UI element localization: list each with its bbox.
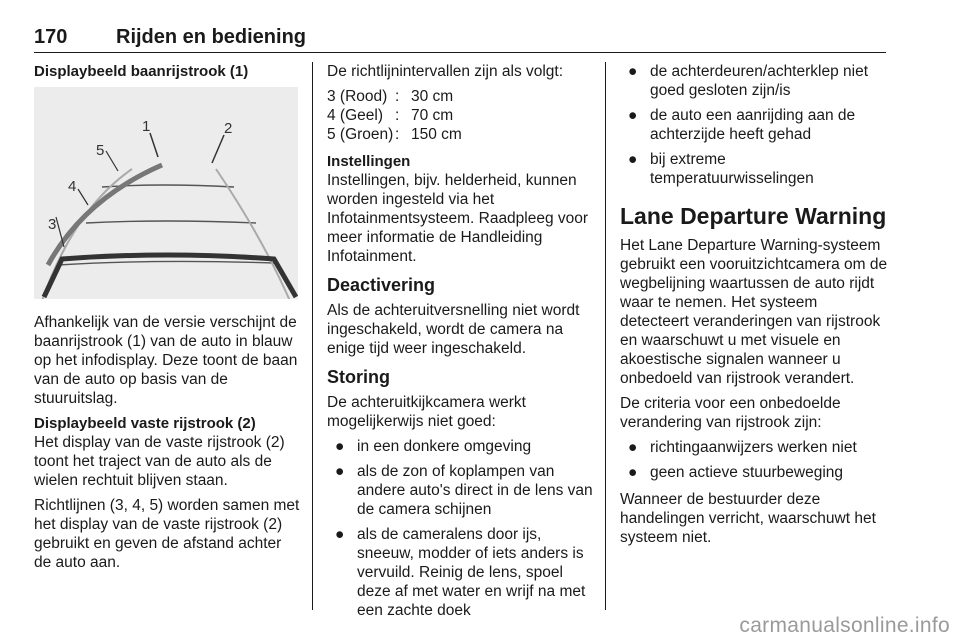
subheading: Instellingen	[327, 153, 411, 170]
bullet-icon: ●	[335, 438, 345, 455]
paragraph: De richtlijnintervallen zijn als volgt:	[327, 63, 564, 80]
guideline-diagram	[34, 87, 298, 299]
paragraph: Het Lane Departure Warning-systeem gebruikt een vooruitzichtcamera om de wegbelijning waartussen de auto rijdt waar te nemen. Het systeem detecteert veranderingen van rijstrook en waarschuwt u met visuele en akoestische signalen wanneer u onbedoeld van rijstrook verandert.	[620, 237, 888, 387]
list-item: ● in een donkere omgeving	[335, 438, 532, 455]
column-divider	[312, 62, 313, 610]
list-item: ● geen actieve stuurbeweging	[628, 464, 844, 481]
paragraph: Wanneer de bestuurder deze handelingen verricht, waarschuwt het systeem niet.	[620, 491, 876, 546]
paragraph: Richtlijnen (3, 4, 5) worden samen met het display van de vaste rijstrook (2) gebruikt en geven de afstand achter de auto aan.	[34, 497, 300, 571]
list-item: ● als de zon of koplampen van andere auto's direct in de lens van de camera schijnen	[335, 463, 593, 518]
interval-label: 5 (Groen)	[327, 126, 394, 143]
interval-sep: :	[395, 88, 400, 105]
paragraph: Als de achteruitversnelling niet wordt ingeschakeld, wordt de camera na enige tijd weer ingeschakeld.	[327, 302, 580, 357]
column-left	[34, 62, 300, 578]
bullet-icon: ●	[335, 526, 345, 543]
paragraph: De achteruitkijkcamera werkt mogelijkerwijs niet goed:	[327, 394, 526, 430]
page-number: 170	[34, 26, 68, 48]
chapter-title: Rijden en bediening	[116, 26, 307, 48]
interval-value: 70 cm	[411, 107, 454, 124]
page-header	[34, 26, 886, 53]
bullet-list	[620, 62, 888, 188]
bullet-list	[620, 438, 888, 482]
interval-sep: :	[395, 126, 400, 143]
column-divider	[605, 62, 606, 610]
section-heading: Storing	[327, 367, 390, 387]
interval-value: 30 cm	[411, 88, 454, 105]
interval-table	[327, 87, 593, 144]
figure-label-5: 5	[96, 142, 105, 159]
interval-label: 4 (Geel)	[327, 107, 383, 124]
interval-label: 3 (Rood)	[327, 88, 388, 105]
figure-label-1: 1	[142, 118, 151, 135]
list-item: ● bij extreme temperatuurwisselingen	[628, 151, 814, 187]
paragraph: Het display van de vaste rijstrook (2) toont het traject van de auto als de wielen rechtuit blijven staan.	[34, 434, 285, 489]
figure-label-2: 2	[224, 120, 233, 137]
bullet-list	[327, 437, 593, 620]
interval-value: 150 cm	[411, 126, 462, 143]
section-heading-large: Lane Departure Warning	[620, 203, 887, 229]
bullet-icon: ●	[628, 107, 638, 124]
bullet-icon: ●	[628, 151, 638, 168]
camera-guideline-figure	[34, 87, 298, 299]
figure-label-3: 3	[48, 216, 57, 233]
column-right	[620, 62, 888, 553]
list-item: ● de achterdeuren/achterklep niet goed gesloten zijn/is	[628, 63, 869, 99]
bullet-icon: ●	[628, 63, 638, 80]
bullet-icon: ●	[335, 463, 345, 480]
column-middle	[327, 62, 593, 628]
list-item: ● als de cameralens door ijs, sneeuw, modder of iets anders is vervuild. Reinig de lens, spoel deze af met water en wrijf na met een zachte doek	[335, 526, 586, 619]
interval-sep: :	[395, 107, 400, 124]
bullet-icon: ●	[628, 439, 638, 456]
paragraph: De criteria voor een onbedoelde verandering van rijstrook zijn:	[620, 395, 841, 431]
figure-label-4: 4	[68, 178, 77, 195]
subheading: Displaybeeld vaste rijstrook (2)	[34, 415, 256, 432]
list-item: ● richtingaanwijzers werken niet	[628, 439, 857, 456]
bullet-icon: ●	[628, 464, 638, 481]
paragraph: Instellingen, bijv. helderheid, kunnen worden ingesteld via het Infotainmentsysteem. Raadpleeg voor meer informatie de Handleiding Infotainment.	[327, 172, 589, 265]
paragraph: Afhankelijk van de versie verschijnt de baanrijstrook (1) van de auto in blauw op het infodisplay. Deze toont de baan van de auto op basis van de stuuruitslag.	[34, 314, 298, 407]
section-heading: Deactivering	[327, 275, 436, 295]
list-item: ● de auto een aanrijding aan de achterzijde heeft gehad	[628, 107, 856, 143]
figure-title: Displaybeeld baanrijstrook (1)	[34, 63, 249, 80]
watermark: carmanualsonline.info	[739, 614, 950, 637]
